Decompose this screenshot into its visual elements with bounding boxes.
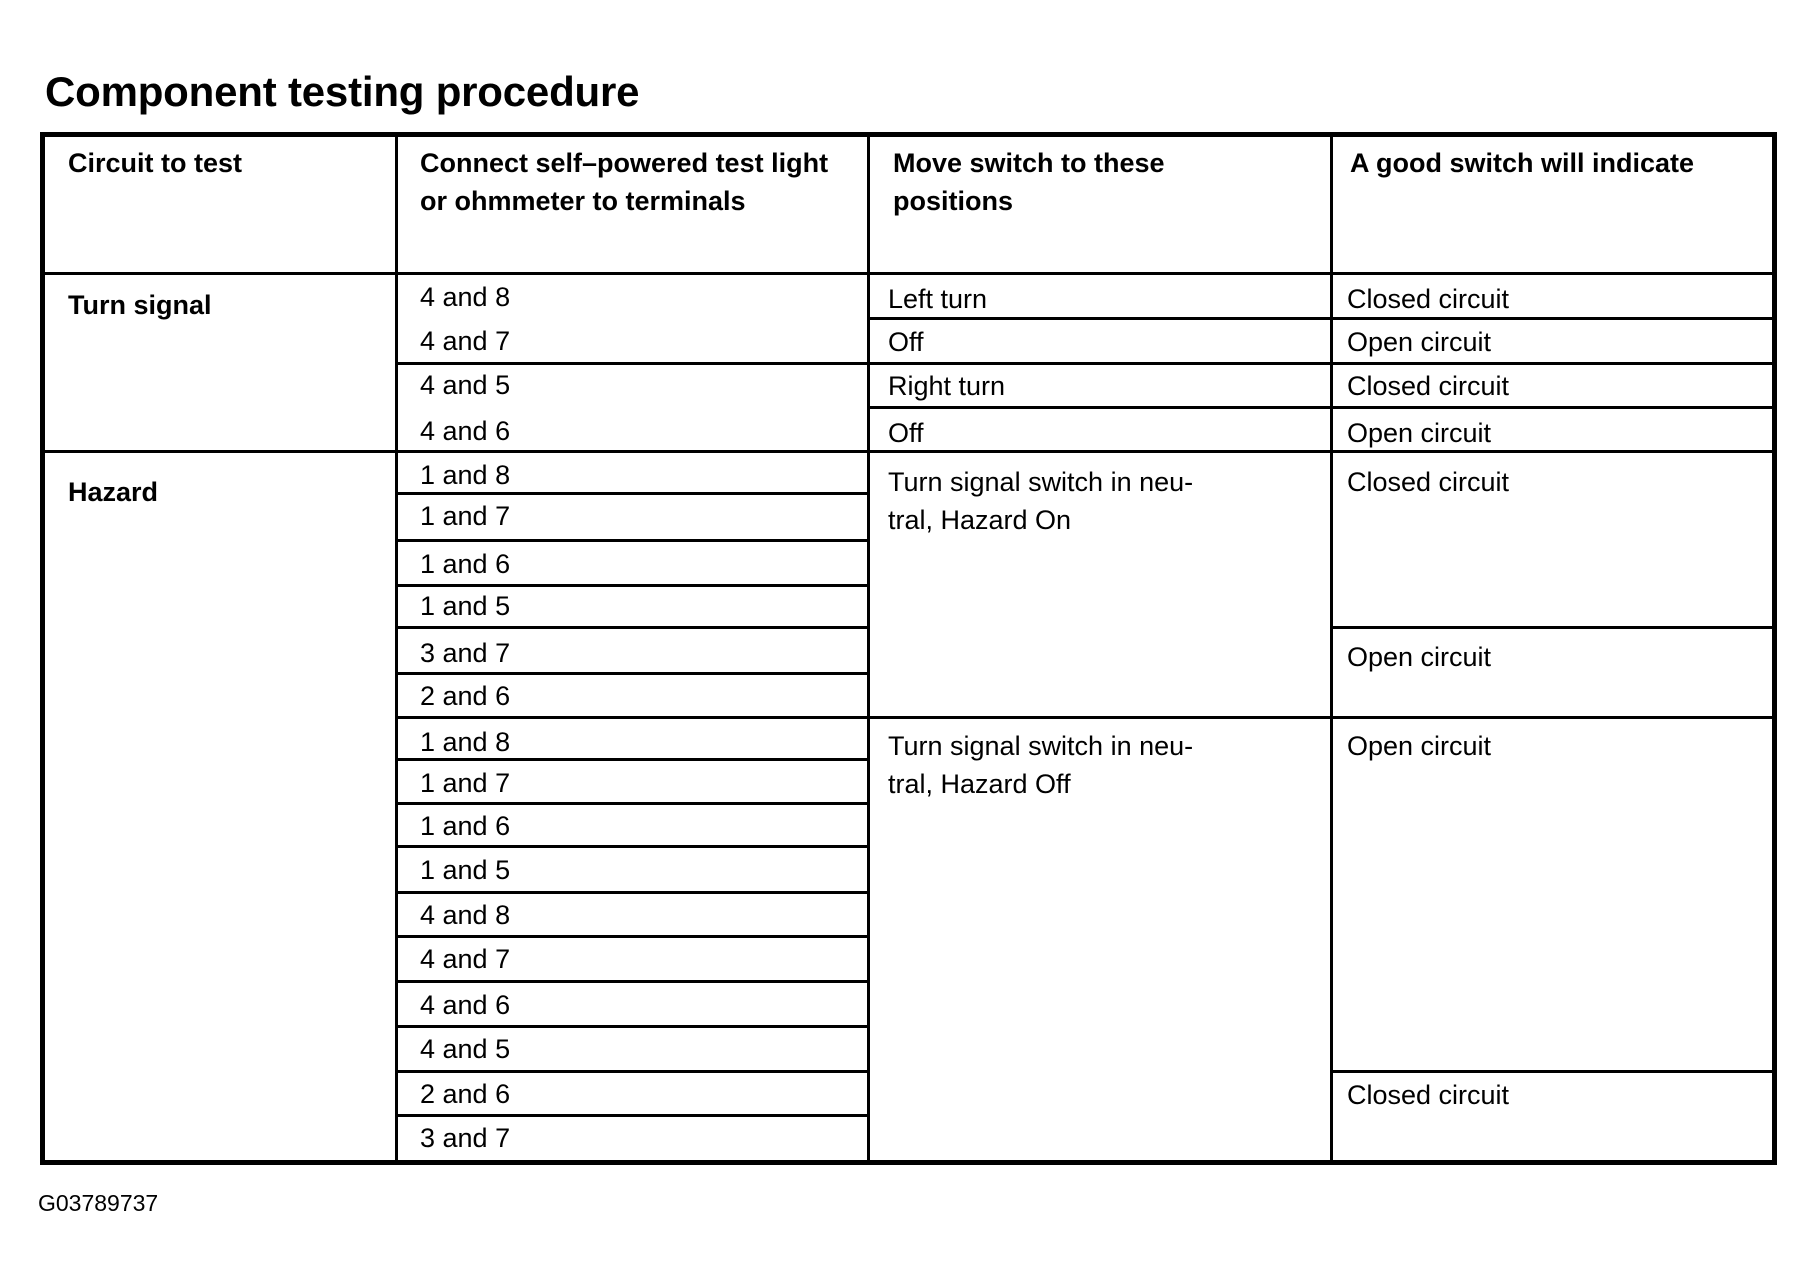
row-divider (396, 1114, 868, 1117)
table-cell-terminals: 4 and 8 (420, 900, 511, 930)
row-divider (1331, 1070, 1774, 1073)
hazard-label: Hazard (68, 477, 159, 507)
position-line: tral, Hazard On (888, 505, 1072, 535)
table-cell-position: Left turn (888, 284, 988, 314)
table-cell-terminals: 1 and 8 (420, 727, 511, 757)
header-terminals-line1: Connect self–powered test light (420, 148, 829, 178)
table-cell-position: Right turn (888, 371, 1006, 401)
table-cell-result: Open circuit (1347, 418, 1492, 448)
row-divider (1331, 626, 1774, 629)
table-cell-terminals: 4 and 6 (420, 990, 511, 1020)
header-divider (43, 272, 1774, 275)
table-cell-terminals: 4 and 7 (420, 944, 511, 974)
table-cell-terminals: 4 and 8 (420, 282, 511, 312)
table-cell-position (888, 727, 1193, 803)
table-cell-terminals: 1 and 5 (420, 591, 511, 621)
table-cell-terminals: 4 and 6 (420, 416, 511, 446)
table-cell-position: Off (888, 418, 924, 448)
table-cell-terminals: 4 and 5 (420, 370, 511, 400)
table-cell-result: Open circuit (1347, 642, 1492, 672)
page-title: Component testing procedure (45, 68, 640, 115)
table-cell-result: Closed circuit (1347, 284, 1510, 314)
row-divider (396, 1025, 868, 1028)
header-positions (893, 144, 1165, 220)
row-divider (396, 539, 868, 542)
turn-signal-label: Turn signal (68, 290, 212, 320)
table-cell-terminals: 2 and 6 (420, 681, 511, 711)
table-cell-terminals: 1 and 7 (420, 768, 511, 798)
section-divider (396, 716, 1774, 719)
row-divider (396, 1070, 868, 1073)
table-cell-terminals: 1 and 5 (420, 855, 511, 885)
header-positions-line1: Move switch to these (893, 148, 1165, 178)
row-divider (396, 802, 868, 805)
row-divider (396, 626, 868, 629)
header-terminals (420, 144, 828, 220)
row-divider (396, 980, 868, 983)
table-cell-result: Open circuit (1347, 731, 1492, 761)
row-divider (868, 317, 1774, 320)
table-cell-terminals: 1 and 7 (420, 501, 511, 531)
column-divider (395, 135, 398, 1162)
column-divider (1330, 135, 1333, 1162)
row-divider (396, 935, 868, 938)
table-cell-result: Open circuit (1347, 327, 1492, 357)
row-divider (396, 891, 868, 894)
position-line: Turn signal switch in neu- (888, 731, 1194, 761)
header-indicate: A good switch will indicate (1350, 148, 1695, 178)
table-cell-result: Closed circuit (1347, 1080, 1510, 1110)
table-cell-position (888, 463, 1193, 539)
table-cell-result: Closed circuit (1347, 467, 1510, 497)
row-divider (396, 845, 868, 848)
figure-id: G03789737 (38, 1190, 159, 1216)
header-positions-line2: positions (893, 186, 1013, 216)
row-divider (868, 406, 1774, 409)
table-cell-result: Closed circuit (1347, 371, 1510, 401)
table-cell-terminals: 1 and 8 (420, 460, 511, 490)
row-divider (396, 672, 868, 675)
table-cell-terminals: 4 and 5 (420, 1034, 511, 1064)
table-cell-position: Off (888, 327, 924, 357)
position-line: tral, Hazard Off (888, 769, 1071, 799)
table-cell-terminals: 1 and 6 (420, 549, 511, 579)
position-line: Turn signal switch in neu- (888, 467, 1194, 497)
table-cell-terminals: 1 and 6 (420, 811, 511, 841)
table-cell-terminals: 4 and 7 (420, 326, 511, 356)
header-terminals-line2: or ohmmeter to terminals (420, 186, 746, 216)
table-cell-terminals: 3 and 7 (420, 638, 511, 668)
table-cell-terminals: 3 and 7 (420, 1123, 511, 1153)
table-cell-terminals: 2 and 6 (420, 1079, 511, 1109)
header-circuit: Circuit to test (68, 148, 243, 178)
column-divider (867, 135, 870, 1162)
row-divider (396, 362, 1774, 365)
